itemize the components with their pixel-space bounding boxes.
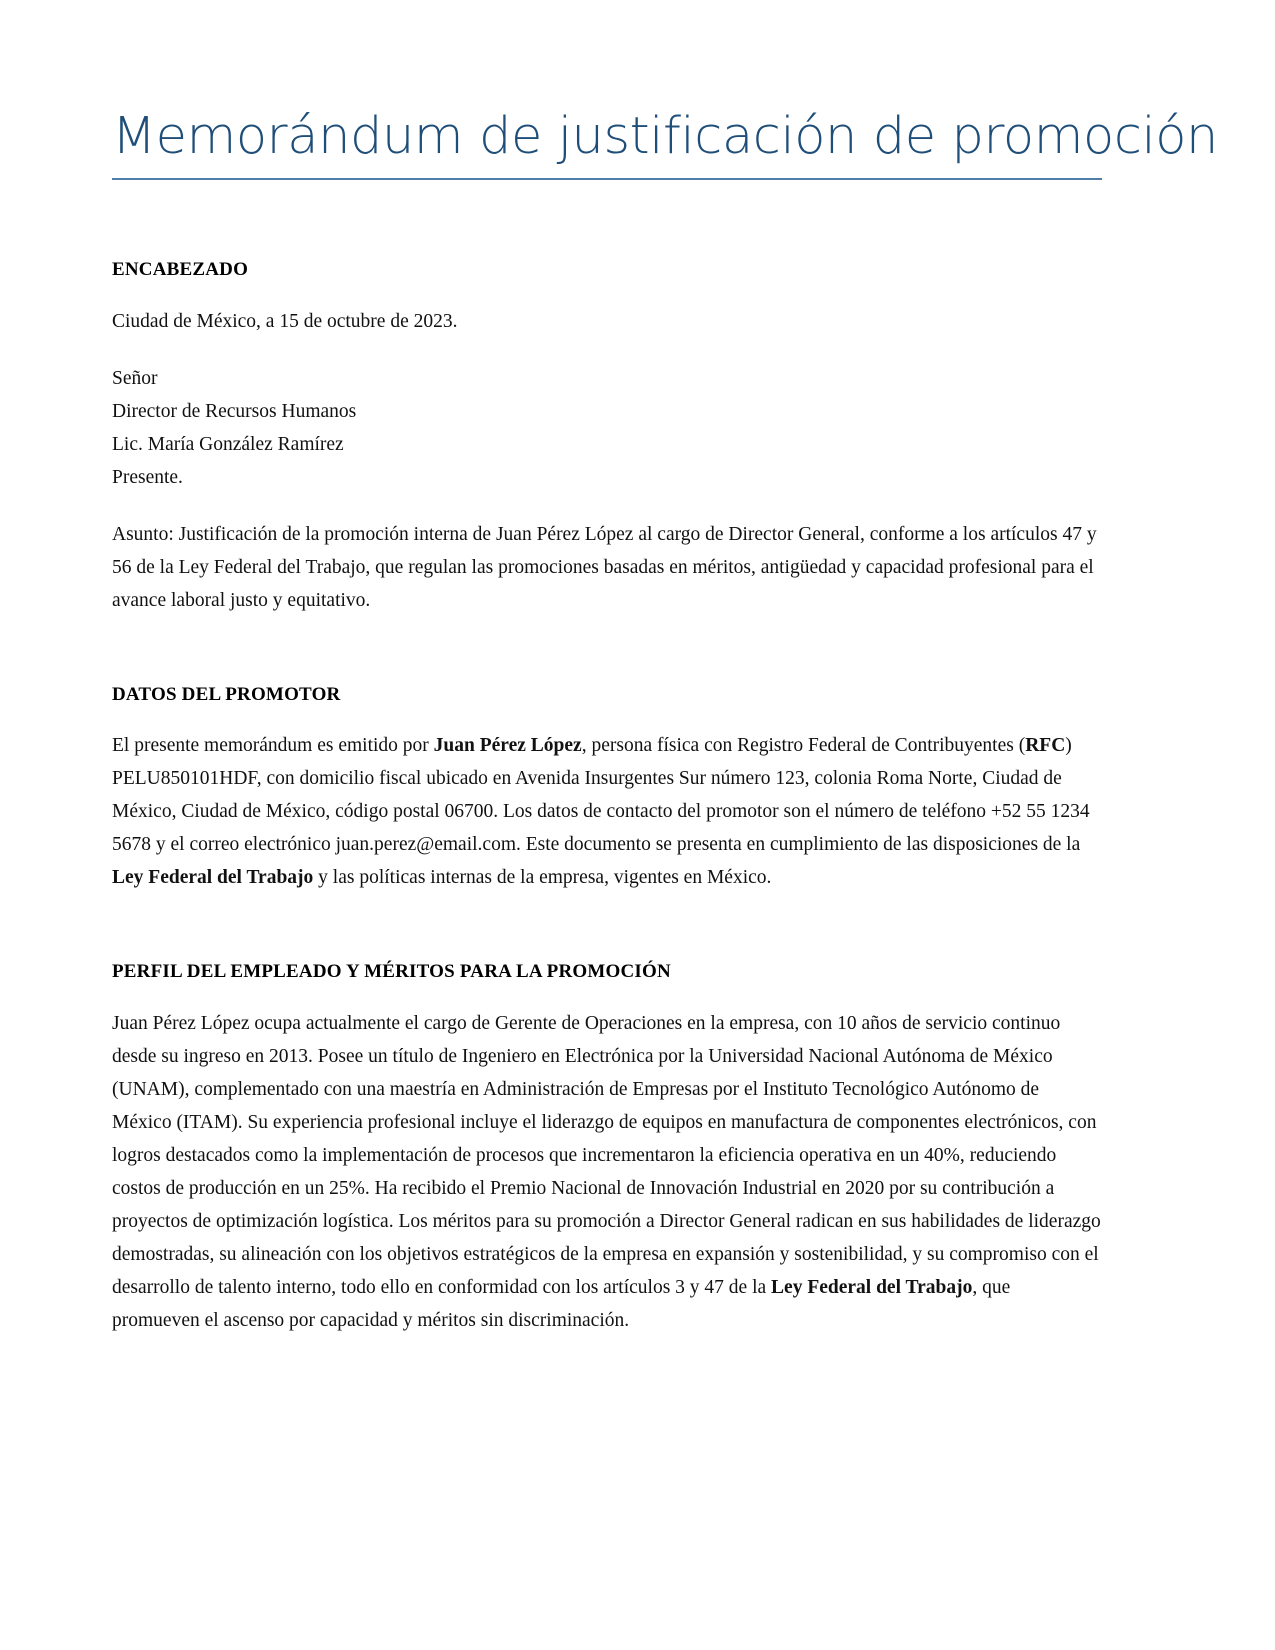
promotor-text-part-3: ) PELU850101HDF, con domicilio fiscal ubicado en Avenida Insurgentes Sur número 123, colonia Roma Norte, Ciudad de México, Ciudad de México, código postal 06700. Los datos de contacto del promotor son el número de teléfono +52 55 1234 5678 y el correo electrónico juan.perez@email.com. Este documento se presenta en cumplimiento de las disposiciones de la [112,735,1090,856]
section-heading-perfil-del-empleado: PERFIL DEL EMPLEADO Y MÉRITOS PARA LA PROMOCIÓN [112,961,671,983]
ley-federal-del-trabajo-emphasis-2: Ley Federal del Trabajo [771,1277,973,1299]
address-line-role: Director de Recursos Humanos [112,400,357,422]
section-heading-datos-del-promotor: DATOS DEL PROMOTOR [112,683,341,705]
promotor-paragraph [112,729,1102,894]
address-line-presente: Presente. [112,466,183,488]
address-line-salutation: Señor [112,367,158,389]
promotor-text-part-1: El presente memorándum es emitido por [112,735,434,757]
subject-paragraph: Asunto: Justificación de la promoción interna de Juan Pérez López al cargo de Director General, conforme a los artículos 47 y 56 de la Ley Federal del Trabajo, que regulan las promociones basadas en méritos, antigüedad y capacidad profesional para el avance laboral justo y equitativo. [112,523,1097,611]
document-content [112,0,1218,1337]
promotor-name-emphasis: Juan Pérez López [433,735,582,757]
section-heading-encabezado: ENCABEZADO [112,259,249,281]
promotor-text-part-2: , persona física con Registro Federal de Contribuyentes ( [581,735,1026,757]
rfc-abbreviation-emphasis: RFC [1025,735,1066,757]
perfil-paragraph [112,1007,1102,1337]
promotor-text-part-4: y las políticas internas de la empresa, vigentes en México. [313,867,772,889]
page-title: Memorándum de justificación de promoción [112,107,1218,166]
address-block [112,362,1102,494]
address-line-name: Lic. María González Ramírez [112,433,344,455]
date-line: Ciudad de México, a 15 de octubre de 2023. [112,310,458,332]
perfil-text-part-2: , que promueven el ascenso por capacidad y méritos sin discriminación. [112,1277,1011,1332]
ley-federal-del-trabajo-emphasis-1: Ley Federal del Trabajo [112,867,314,889]
perfil-text-part-1: Juan Pérez López ocupa actualmente el cargo de Gerente de Operaciones en la empresa, con 10 años de servicio continuo desde su ingreso en 2013. Posee un título de Ingeniero en Electrónica por la Universidad Nacional Autónoma de México (UNAM), complementado con una maestría en Administración de Empresas por el Instituto Tecnológico Autónomo de México (ITAM). Su experiencia profesional incluye el liderazgo de equipos en manufactura de componentes electrónicos, con logros destacados como la implementación de procesos que incrementaron la eficiencia operativa en un 40%, reduciendo costos de producción en un 25%. Ha recibido el Premio Nacional de Innovación Industrial en 2020 por su contribución a proyectos de optimización logística. Los méritos para su promoción a Director General radican en sus habilidades de liderazgo demostradas, su alineación con los objetivos estratégicos de la empresa en expansión y sostenibilidad, y su compromiso con el desarrollo de talento interno, todo ello en conformidad con los artículos 3 y 47 de la [112,1013,1101,1299]
